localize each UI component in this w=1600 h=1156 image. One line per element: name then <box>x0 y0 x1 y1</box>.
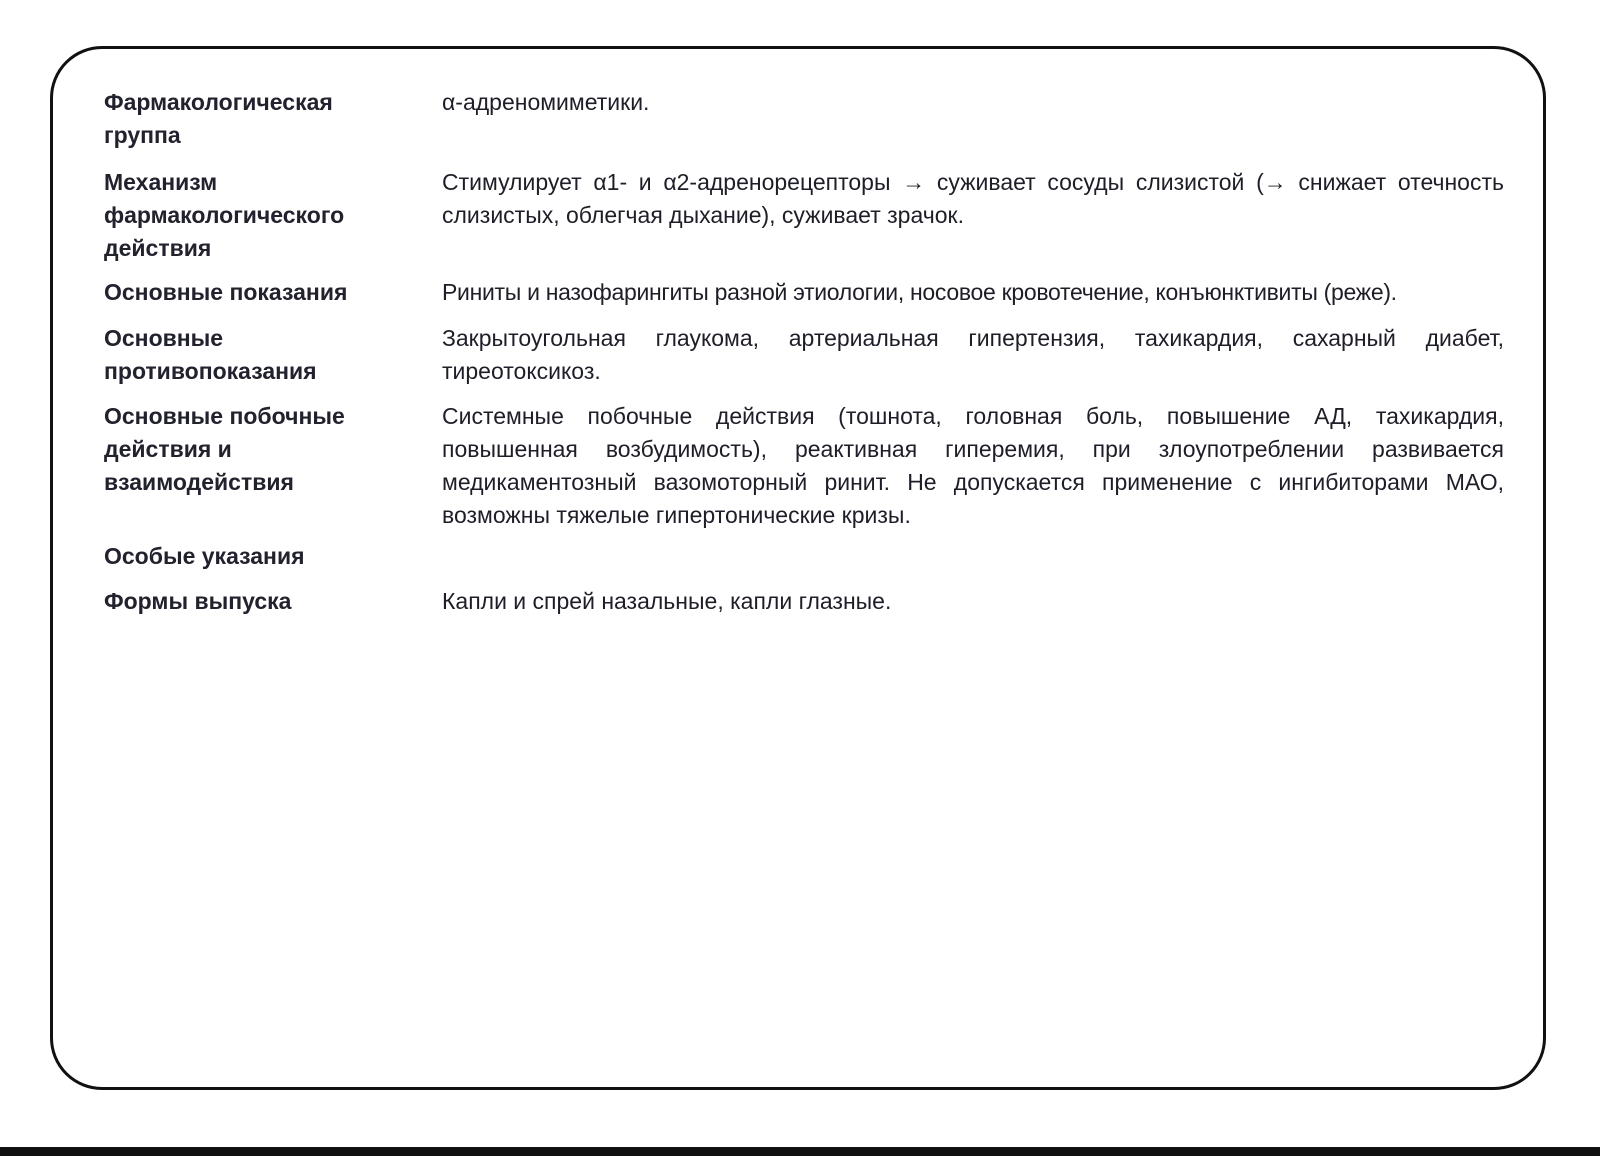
row-label: Фармакологическая группа <box>104 89 333 148</box>
row-value: Риниты и назофарингиты разной этиологии, носовое кровотечение, конъюнктивиты (реже). <box>442 279 1397 305</box>
row-value: Закрытоугольная глаукома, артериальная гипертензия, тахикардия, сахарный диабет, тиреотоксикоз. <box>442 325 1504 384</box>
page-edge-bar <box>0 1147 1600 1156</box>
row-label: Формы выпуска <box>104 588 292 614</box>
row-value: α-адреномиметики. <box>442 89 650 115</box>
row-label: Механизм фармакологического действия <box>104 169 345 261</box>
row-value: Капли и спрей назальные, капли глазные. <box>442 588 892 614</box>
row-label: Основные побочные действия и взаимодействия <box>104 403 345 495</box>
row-value: Системные побочные действия (тошнота, головная боль, повышение АД, тахикардия, повышенная возбудимость), реактивная гиперемия, при злоупотреблении развивается медикаментозный вазомоторный ринит. Не допускается применение с ингибиторами МАО, возможны тяжелые гипертонические кризы. <box>442 403 1504 528</box>
row-label: Основные противопоказания <box>104 325 317 384</box>
row-value: Стимулирует α1- и α2-адренорецепторы → суживает сосуды слизистой (→ снижает отечность слизистых, облегчая дыхание), суживает зрачок. <box>442 169 1504 228</box>
row-label: Основные показания <box>104 279 348 305</box>
row-label: Особые указания <box>104 543 305 569</box>
